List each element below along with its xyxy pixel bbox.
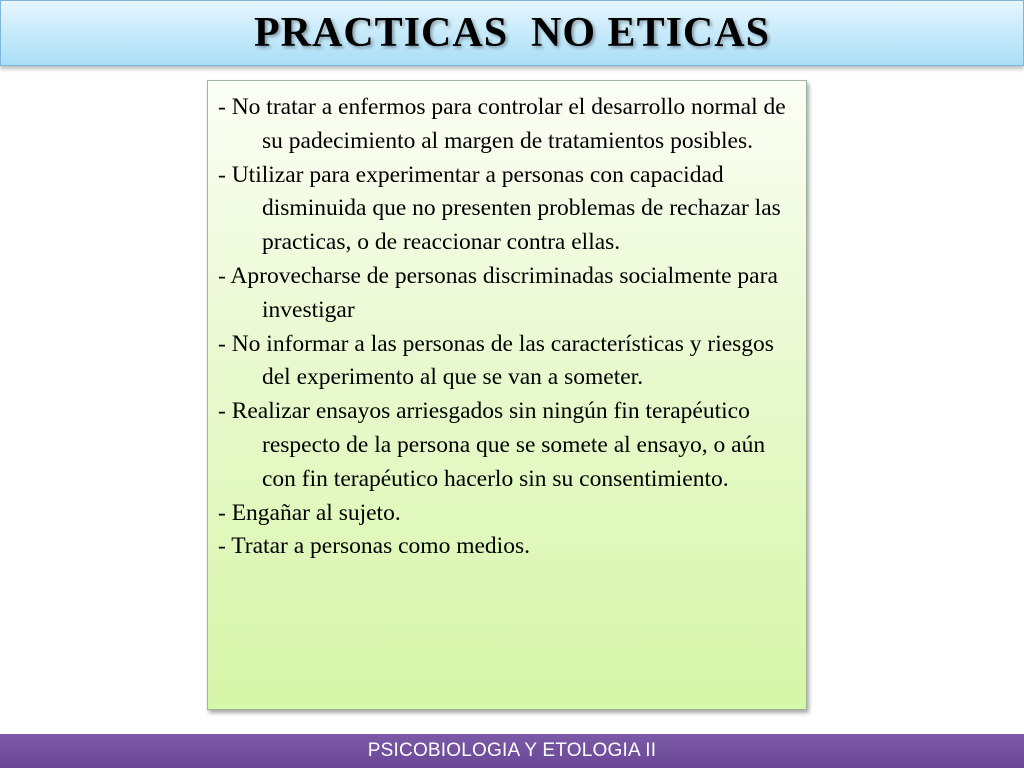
- list-item: - No informar a las personas de las características y riesgos del experimento al que se van a someter.: [218, 330, 774, 391]
- list-item: - Realizar ensayos arriesgados sin ningún fin terapéutico respecto de la persona que se somete al ensayo, o aún con fin terapéutico hacerlo sin su consentimiento.: [218, 398, 766, 492]
- content-box: [207, 80, 807, 710]
- list-item: - No tratar a enfermos para controlar el desarrollo normal de su padecimiento al margen de tratamientos posibles.: [218, 94, 786, 154]
- list-item: - Tratar a personas como medios.: [218, 533, 530, 560]
- list-item: - Utilizar para experimentar a personas con capacidad disminuida que no presenten problemas de rechazar las practicas, o de reaccionar contra ellas.: [218, 161, 781, 256]
- list-item: - Engañar al sujeto.: [218, 499, 401, 526]
- slide-title: PRACTICAS NO ETICAS: [254, 10, 770, 56]
- footer-bar: [0, 734, 1024, 768]
- list-item: - Aprovecharse de personas discriminadas socialmente para investigar: [218, 262, 778, 323]
- footer-label: PSICOBIOLOGIA Y ETOLOGIA II: [367, 740, 657, 761]
- title-bar: [0, 0, 1024, 66]
- practices-list: [218, 91, 792, 564]
